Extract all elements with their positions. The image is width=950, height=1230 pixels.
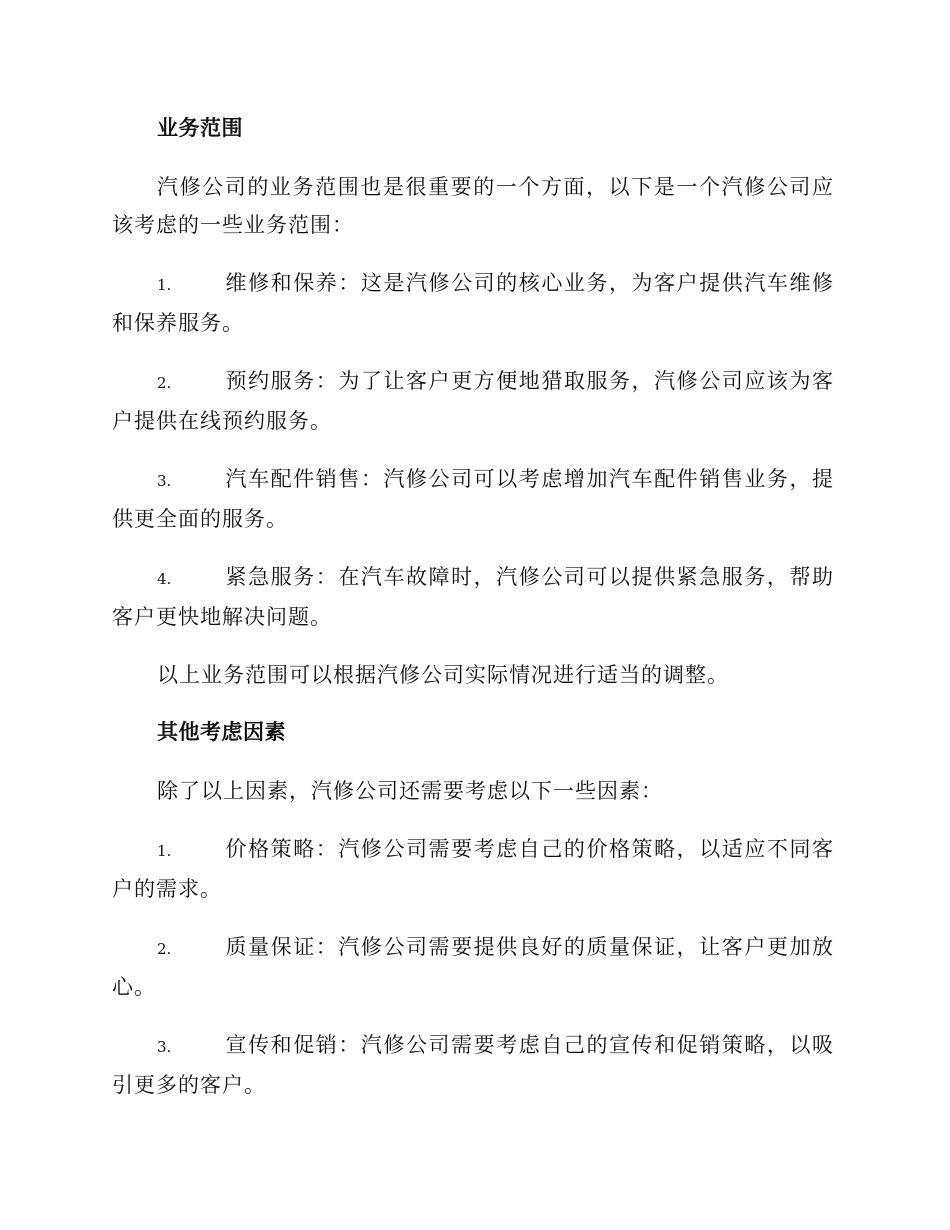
list-item (112, 558, 834, 636)
list-item (112, 1026, 834, 1104)
list-text: 质量保证：汽修公司需要提供良好的质量保证，让客户更加放心。 (112, 935, 834, 999)
list-text: 预约服务：为了让客户更方便地猎取服务，汽修公司应该为客户提供在线预约服务。 (112, 369, 834, 433)
list-item (112, 928, 834, 1006)
list-number: 2. (157, 374, 172, 392)
list-item (112, 460, 834, 538)
list-number: 3. (157, 1038, 172, 1056)
list-text: 价格策略：汽修公司需要考虑自己的价格策略，以适应不同客户的需求。 (112, 837, 834, 901)
list-item (112, 264, 834, 342)
list-text: 汽车配件销售：汽修公司可以考虑增加汽车配件销售业务，提供更全面的服务。 (112, 467, 834, 531)
list-item (112, 362, 834, 440)
list-number: 3. (157, 472, 172, 490)
list-text: 维修和保养：这是汽修公司的核心业务，为客户提供汽车维修和保养服务。 (112, 271, 834, 335)
list-text: 紧急服务：在汽车故障时，汽修公司可以提供紧急服务，帮助客户更快地解决问题。 (112, 565, 834, 629)
other-factors-intro: 除了以上因素，汽修公司还需要考虑以下一些因素： (157, 779, 663, 803)
business-scope-intro: 汽修公司的业务范围也是很重要的一个方面，以下是一个汽修公司应该考虑的一些业务范围： (112, 175, 834, 237)
list-number: 1. (157, 842, 172, 860)
list-number: 2. (157, 940, 172, 958)
list-number: 4. (157, 570, 172, 588)
business-scope-closing: 以上业务范围可以根据汽修公司实际情况进行适当的调整。 (157, 663, 729, 687)
list-number: 1. (157, 276, 172, 294)
list-item (112, 830, 834, 908)
document-body (112, 108, 834, 1104)
section-heading-other-factors: 其他考虑因素 (157, 719, 286, 744)
list-text: 宣传和促销：汽修公司需要考虑自己的宣传和促销策略，以吸引更多的客户。 (112, 1033, 834, 1097)
section-heading-business-scope: 业务范围 (157, 115, 243, 140)
